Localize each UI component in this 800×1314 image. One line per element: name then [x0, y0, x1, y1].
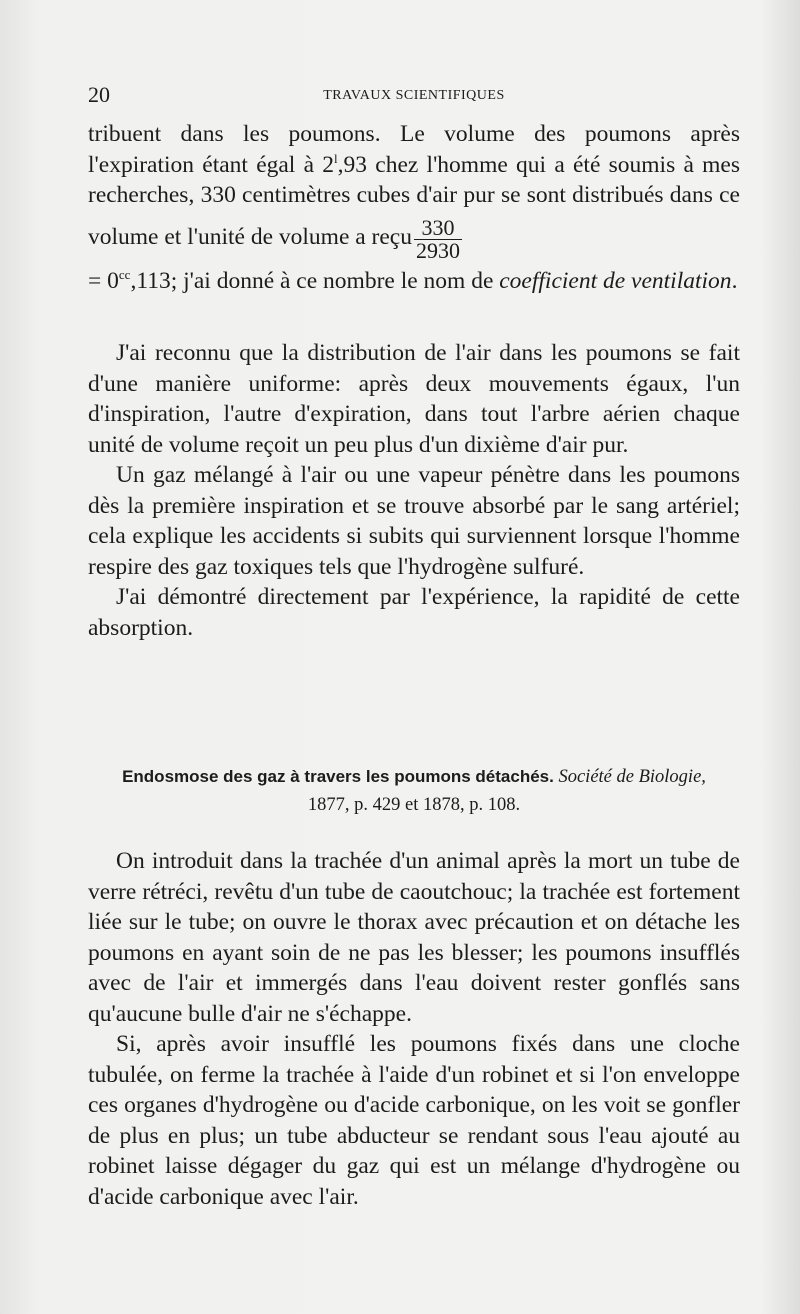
section-references: 1877, p. 429 et 1878, p. 108.	[307, 795, 521, 815]
paragraph: On introduit dans la trachée d'un animal après la mort un tube de verre rétréci, revêtu d'un tube de caoutchouc; la trachée est fortement liée sur le tube; on ouvre le thorax avec précaution et on détache les poumons en ayant soin de ne pas les blesser; les poumons insufflés avec de l'air et immergés dans l'eau doivent rester gonflés sans qu'aucune bulle d'air ne s'échappe.	[88, 848, 740, 1027]
paragraph-ventilation	[88, 119, 740, 296]
term-coefficient: coefficient de ventilation	[499, 267, 732, 294]
paragraph: Un gaz mélangé à l'air ou une vapeur pénètre dans les poumons dès la première inspiration et se trouve absorbé par le sang artériel; cela explique les accidents si subits qui surviennent lorsque l'homme respire des gaz toxiques tels que l'hydrogène sulfuré.	[88, 462, 740, 580]
text-run: tribuent dans les poumons. Le volume des poumons après l'expiration étant égal à 2	[88, 121, 740, 178]
page-number: 20	[88, 82, 110, 107]
page-header	[88, 82, 740, 112]
paragraph-group-endosmose	[88, 846, 740, 1212]
section-title: Endosmose des gaz à travers les poumons détachés.	[122, 767, 554, 786]
fraction-numerator: 330	[414, 217, 462, 240]
section-journal: Société de Biologie,	[558, 767, 706, 787]
cc-superscript: cc	[118, 266, 131, 282]
paragraph-group-distribution	[88, 338, 740, 643]
fraction	[414, 214, 462, 263]
running-title: TRAVAUX SCIENTIFIQUES	[323, 88, 505, 103]
text-run: .	[731, 267, 738, 294]
text-run: = 0	[88, 267, 119, 294]
section-heading	[88, 763, 740, 819]
text-run: ,93 chez l'homme qui a été soumis à mes recherches, 330 centimètres cubes d'air pur se sont distribués dans ce volume et l'unité de volume a reçu	[88, 151, 741, 250]
text-run: ,113; j'ai donné à ce nombre le nom de	[130, 267, 500, 294]
paragraph: Si, après avoir insufflé les poumons fixés dans une cloche tubulée, on ferme la trachée à l'aide d'un robinet et si l'on enveloppe ces organes d'hydrogène ou d'acide carbonique, on les voit se gonfler de plus en plus; un tube abducteur se rendant sous l'eau ajouté au robinet laisse dégager du gaz qui est un mélange d'hydrogène ou d'acide carbonique avec l'air.	[88, 1031, 740, 1210]
fraction-denominator: 2930	[416, 237, 460, 263]
litre-superscript: l	[334, 150, 338, 166]
paragraph: J'ai reconnu que la distribution de l'air dans les poumons se fait d'une manière uniforme: après deux mouvements égaux, l'un d'inspiration, l'autre d'expiration, dans tout l'arbre aérien chaque unité de volume reçoit un peu plus d'un dixième d'air pur.	[88, 340, 740, 458]
paragraph: J'ai démontré directement par l'expérience, la rapidité de cette absorption.	[88, 584, 740, 641]
